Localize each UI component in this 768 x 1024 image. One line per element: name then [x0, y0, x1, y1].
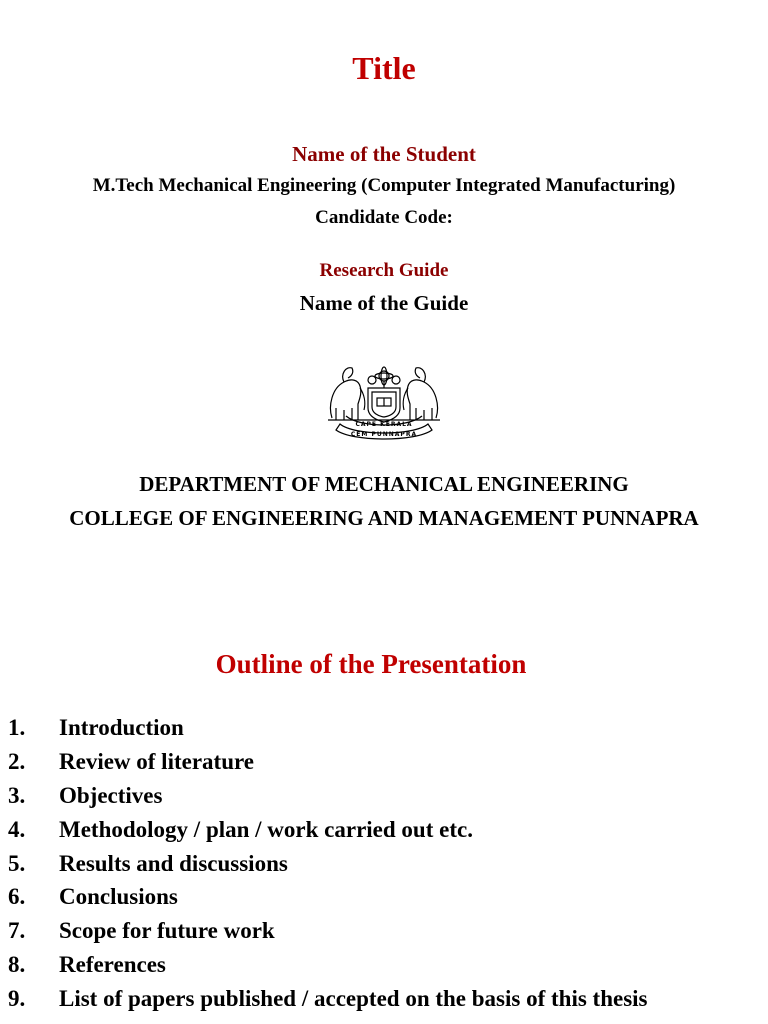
outline-item-text: Methodology / plan / work carried out etc.: [59, 816, 473, 842]
outline-item-text: Objectives: [59, 782, 163, 808]
outline-item-text: Review of literature: [59, 748, 254, 774]
outline-item-number: 5.: [8, 850, 26, 876]
student-name: Name of the Student: [292, 142, 476, 166]
outline-item-text: Results and discussions: [59, 850, 288, 876]
outline-item-text: References: [59, 952, 166, 978]
outline-item-number: 3.: [8, 782, 26, 808]
outline-heading: Outline of the Presentation: [215, 649, 527, 679]
outline-item-number: 6.: [8, 884, 26, 910]
guide-name: Name of the Guide: [299, 291, 469, 315]
outline-item: [8, 847, 648, 881]
outline-item: [8, 711, 648, 745]
outline-item: [8, 880, 648, 914]
outline-item-text: Conclusions: [59, 884, 178, 910]
outline-item: [8, 982, 648, 1016]
outline-item-number: 1.: [8, 715, 26, 740]
college-name: COLLEGE OF ENGINEERING AND MANAGEMENT PUNNAPRA: [69, 506, 699, 530]
outline-list: [8, 711, 648, 1016]
outline-item-text: List of papers published / accepted on the basis of this thesis: [59, 986, 648, 1012]
outline-item-text: Introduction: [59, 715, 184, 740]
outline-item: [8, 779, 648, 813]
program-name: M.Tech Mechanical Engineering (Computer Integrated Manufacturing): [92, 175, 676, 196]
outline-item-text: Scope for future work: [59, 918, 275, 944]
emblem-banner-text: CEM PUNNAPRA: [350, 431, 418, 438]
outline-item: [8, 813, 648, 847]
department-name: DEPARTMENT OF MECHANICAL ENGINEERING: [139, 472, 629, 496]
outline-item-number: 4.: [8, 816, 26, 842]
research-guide-heading: Research Guide: [319, 260, 449, 281]
outline-item-number: 7.: [8, 918, 26, 944]
outline-item: [8, 914, 648, 948]
outline-item: [8, 745, 648, 779]
emblem-arc-text: CAPE KERALA: [355, 421, 413, 428]
college-emblem-icon: [324, 358, 444, 442]
outline-item-number: 9.: [8, 986, 26, 1012]
outline-item: [8, 948, 648, 982]
outline-item-number: 8.: [8, 952, 26, 978]
candidate-code: Candidate Code:: [315, 207, 453, 228]
page-title: Title: [352, 50, 416, 86]
outline-item-number: 2.: [8, 748, 26, 774]
